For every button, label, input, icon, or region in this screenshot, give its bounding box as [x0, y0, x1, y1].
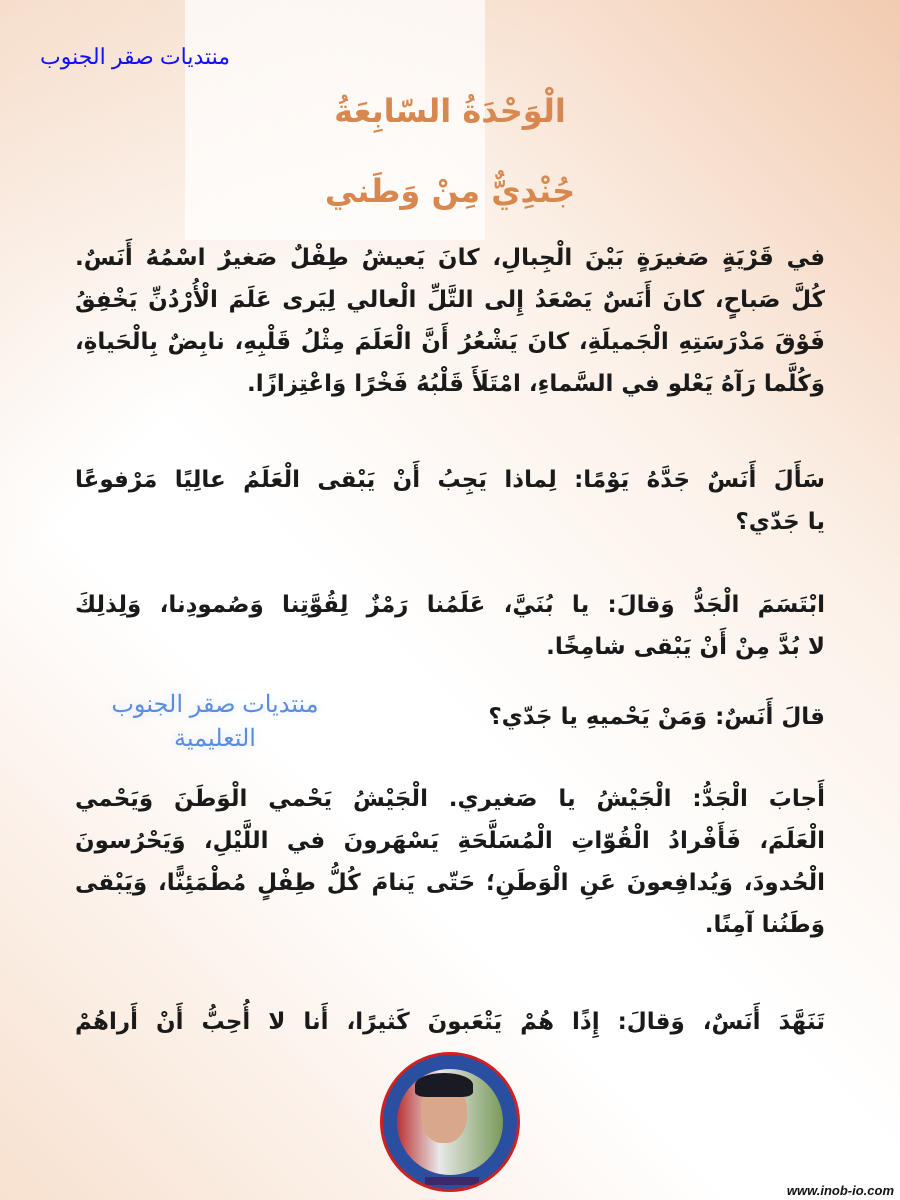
portrait-beret: [415, 1073, 473, 1097]
paragraph-3: [75, 584, 825, 668]
site-name: منتديات صقر الجنوب: [40, 44, 231, 69]
paragraph-6: [75, 1001, 825, 1043]
text-line: وَكُلَّما رَآهُ يَعْلو في السَّماءِ، امْتَلَأَ قَلْبُهُ فَخْرًا وَاعْتِزازًا.: [246, 371, 825, 397]
text-line: يا جَدّي؟: [735, 509, 825, 535]
text-line: لا بُدَّ مِنْ أَنْ يَبْقى شامِخًا.: [546, 634, 825, 660]
text-line: كُلَّ صَباحٍ، كانَ أَنَسٌ يَصْعَدُ إِلى التَّلِّ الْعالي لِيَرى عَلَمَ الْأُرْدُنِّ يَخْفِقُ: [75, 287, 825, 313]
paragraph-4: [75, 696, 825, 738]
text-line: أَجابَ الْجَدُّ: الْجَيْشُ يا صَغيري. الْجَيْشُ يَحْمي الْوَطَنَ وَيَحْمي: [75, 786, 825, 812]
lesson-title: جُنْدِيٌّ مِنْ وَطَني: [324, 172, 576, 210]
text-line: فَوْقَ مَدْرَسَتِهِ الْجَميلَةِ، كانَ يَشْعُرُ أَنَّ الْعَلَمَ مِثْلُ قَلْبِهِ، نابِضٌ بِالْحَياةِ،: [75, 329, 825, 355]
paragraph-5: [75, 778, 825, 946]
text-line: تَنَهَّدَ أَنَسٌ، وَقالَ: إِذًا هُمْ يَتْعَبونَ كَثيرًا، أَنا لا أُحِبُّ أَنْ أَراهُمْ: [75, 1009, 825, 1035]
paragraph-1: [75, 237, 825, 405]
text-line: سَأَلَ أَنَسٌ جَدَّهُ يَوْمًا: لِماذا يَجِبُ أَنْ يَبْقى الْعَلَمُ عالِيًا مَرْفوعًا: [75, 467, 825, 493]
unit-title: الْوَحْدَةُ السّابِعَةُ: [334, 92, 566, 130]
text-line: قالَ أَنَسٌ: وَمَنْ يَحْميهِ يا جَدّي؟: [488, 704, 825, 730]
text-line: ابْتَسَمَ الْجَدُّ وَقالَ: يا بُنَيَّ، عَلَمُنا رَمْزٌ لِقُوَّتِنا وَصُمودِنا، وَلِذلِكَ: [75, 592, 825, 618]
text-line: الْحُدودَ، وَيُدافِعونَ عَنِ الْوَطَنِ؛ حَتّى يَنامَ كُلُّ طِفْلٍ مُطْمَئِنًّا، وَيَبْقى: [75, 870, 825, 896]
watermark-line-1: منتديات صقر الجنوب: [111, 691, 319, 718]
text-line: في قَرْيَةٍ صَغيرَةٍ بَيْنَ الْجِبالِ، كانَ يَعيشُ طِفْلٌ صَغيرٌ اسْمُهُ أَنَسٌ.: [75, 245, 825, 271]
watermark-line-2: التعليمية: [174, 725, 256, 752]
forum-logo-seal: [380, 1052, 520, 1192]
footer-url: www.inob-io.com: [786, 1183, 894, 1198]
logo-url-bar: [425, 1177, 479, 1185]
text-line: وَطَنُنا آمِنًا.: [704, 912, 825, 938]
text-line: الْعَلَمَ، فَأَفْرادُ الْقُوّاتِ الْمُسَلَّحَةِ يَسْهَرونَ في اللَّيْلِ، وَيَحْرُسونَ: [75, 828, 825, 854]
paragraph-2: [75, 459, 825, 543]
